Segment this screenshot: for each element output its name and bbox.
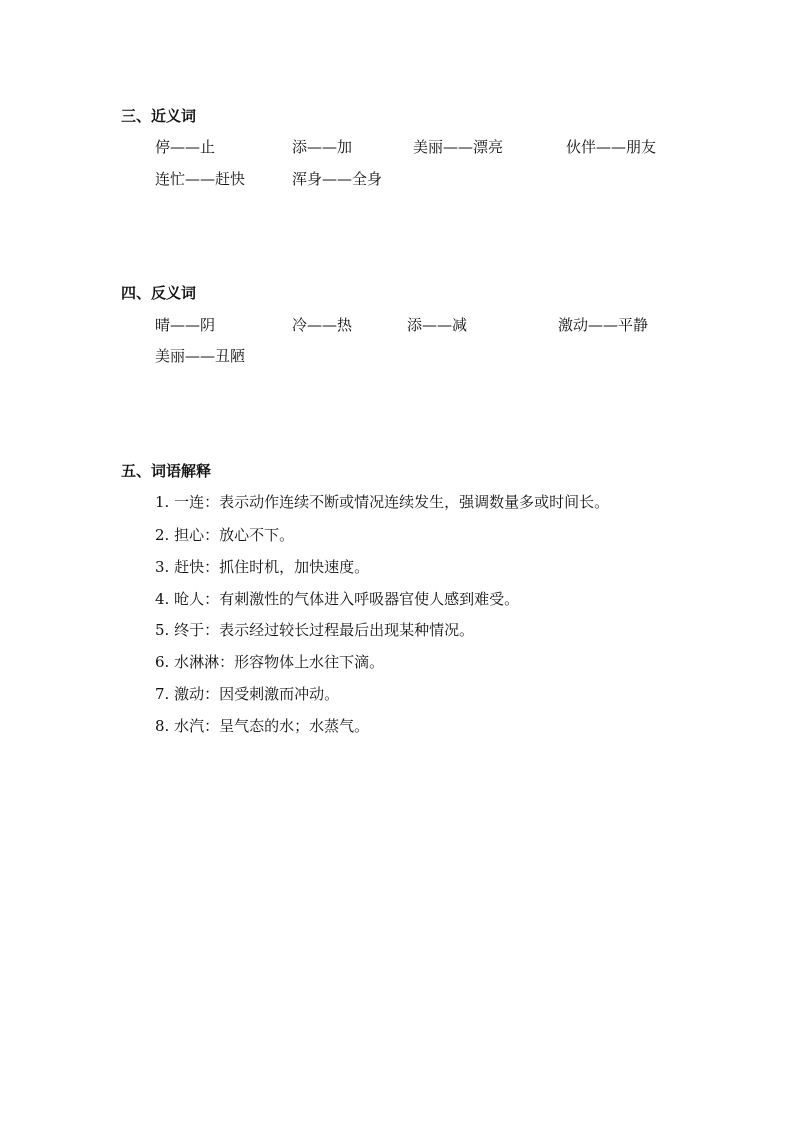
section-heading-word-explanations: 五、词语解释: [121, 462, 212, 480]
section-heading-synonyms: 三、近义词: [121, 107, 197, 125]
section-heading-antonyms: 四、反义词: [121, 284, 197, 302]
definition-item: 8. 水汽：呈气态的水；水蒸气。: [155, 717, 370, 735]
antonym-pair: 添——减: [407, 316, 468, 334]
definition-item: 6. 水淋淋：形容物体上水往下滴。: [155, 653, 385, 671]
antonym-pair: 晴——阴: [155, 316, 216, 334]
definition-item: 5. 终于：表示经过较长过程最后出现某种情况。: [155, 621, 475, 639]
synonym-pair: 添——加: [292, 138, 353, 156]
definition-item: 2. 担心：放心不下。: [155, 526, 295, 544]
antonym-pair: 冷——热: [292, 316, 353, 334]
synonym-pair: 停——止: [155, 138, 216, 156]
definition-item: 1. 一连：表示动作连续不断或情况连续发生，强调数量多或时间长。: [155, 493, 610, 511]
definition-item: 4. 呛人：有刺激性的气体进入呼吸器官使人感到难受。: [155, 590, 520, 608]
synonym-pair: 美丽——漂亮: [413, 138, 504, 156]
synonym-pair: 连忙——赶快: [155, 170, 246, 188]
definition-item: 3. 赶快：抓住时机，加快速度。: [155, 558, 370, 576]
antonym-pair: 美丽——丑陋: [155, 347, 246, 365]
definition-item: 7. 激动：因受刺激而冲动。: [155, 685, 340, 703]
antonym-pair: 激动——平静: [558, 316, 649, 334]
synonym-pair: 伙伴——朋友: [566, 138, 657, 156]
synonym-pair: 浑身——全身: [292, 170, 383, 188]
